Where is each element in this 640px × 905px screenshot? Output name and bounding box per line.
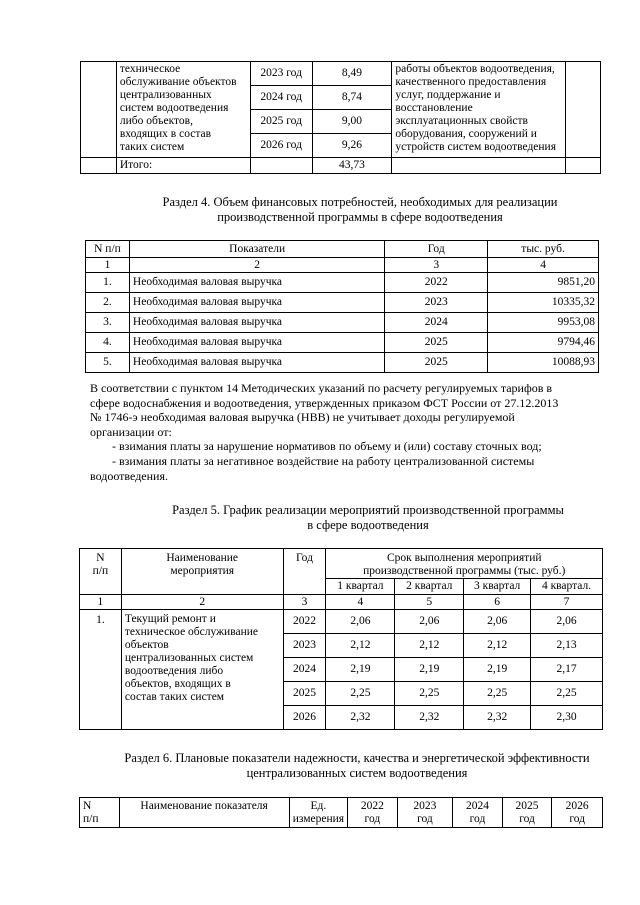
s6-header-year: 2022 год	[348, 798, 398, 828]
t1-year: 2025 год	[250, 110, 312, 134]
t1-empty-last	[566, 62, 601, 158]
s5-header-term: Срок выполнения мероприятий производственной программы (тыс. руб.)	[326, 549, 603, 579]
s6-header-name: Наименование показателя	[119, 798, 289, 828]
s6-header-year: 2024 год	[453, 798, 503, 828]
s5-item-name: Текущий ремонт и техническое обслуживание объектов централизованных систем водоотведения либо объектов, входящих в состав таких систем	[121, 610, 283, 730]
s5-header-n: N п/п	[80, 549, 122, 595]
t1-value: 9,26	[312, 134, 392, 158]
s5-header-year: Год	[283, 549, 326, 595]
section6-title: Раздел 6. Плановые показатели надежности, качества и энергетической эффективности централизованных систем водоотведения	[124, 751, 590, 780]
t1-year: 2024 год	[250, 86, 312, 110]
s6-header-year: 2023 год	[397, 798, 452, 828]
t1-value: 8,49	[312, 62, 392, 86]
table-row: 3. Необходимая валовая выручка 2024 9953,08	[86, 313, 599, 333]
t1-goal: работы объектов водоотведения, качественного предоставления услуг, поддержание и восстановление эксплуатационных свойств оборудования, сооружений и устройств систем водоотведения	[392, 62, 566, 158]
table-row: 2024 2,19 2,19 2,19 2,17	[80, 658, 603, 682]
section4-title: Раздел 4. Объем финансовых потребностей, необходимых для реализации производственной программы в сфере водоотведения	[162, 195, 558, 224]
section6-table	[79, 797, 603, 828]
s4-header-value: тыс. руб.	[488, 241, 599, 258]
table-row: 2. Необходимая валовая выручка 2023 10335,32	[86, 293, 599, 313]
table-row: 2026 2,32 2,32 2,32 2,30	[80, 706, 603, 730]
t1-description: техническое обслуживание объектов централизованных систем водоотведения либо объектов, входящих в состав таких систем	[116, 62, 250, 158]
s6-header-year: 2026 год	[552, 798, 603, 828]
section4-table: N п/п Показатели Год тыс. руб. 1 2 3 4 1. Необходимая валовая выручка 2022 9851,20 2. Необходимая валовая выручка 2023 10335,32 3. Необходимая валовая выручка 2024 9953,08 4. Необходимая валовая выручка 2025 9794,46 5. Необходимая валовая выручка 2025 10088,93	[85, 240, 599, 373]
t1-year: 2023 год	[250, 62, 312, 86]
s6-header-unit: Ед. измерения	[289, 798, 347, 828]
table-row: 4. Необходимая валовая выручка 2025 9794,46	[86, 333, 599, 353]
table-row: 1. Необходимая валовая выручка 2022 9851,20	[86, 273, 599, 293]
nvv-note: В соответствии с пунктом 14 Методических указаний по расчету регулируемых тарифов в сфере водоснабжения и водоотведения, утвержденных приказом ФСТ России от 27.12.2013 № 1746-э необходимая валовая выручка (НВВ) не учитывает доходы регулируемой организации от: - взимания платы за нарушение нормативов по объему и (или) составу сточных вод; - взимания платы за негативное воздействие на работу централизованной системы водоотведения.	[90, 381, 559, 483]
s5-header-name: Наименование мероприятия	[121, 549, 283, 595]
table-row: 5. Необходимая валовая выручка 2025 10088,93	[86, 353, 599, 373]
section5-table: N п/п Наименование мероприятия Год Срок выполнения мероприятий производственной программы (тыс. руб.) 1 квартал 2 квартал 3 квартал 4 квартал. 1 2 3 4 5 6 7 1. Текущий ремонт и техническое обслуживание объектов централизованных систем водоотведения либо объектов, входящих в состав таких систем 2022 2,06 2,06 2,06 2,06 2023 2,12 2,12 2,12 2,13 2024 2,19 2,19 2,19 2,17 2025 2,25 2,25 2,25 2,25 2026 2,32 2,32 2,32 2,30	[79, 548, 603, 730]
continuation-table	[80, 61, 601, 174]
s4-header-name: Показатели	[129, 241, 384, 258]
section5-title: Раздел 5. График реализации мероприятий производственной программы в сфере водоотведения	[172, 503, 564, 532]
t1-year: 2026 год	[250, 134, 312, 158]
t1-total-value: 43,73	[312, 158, 392, 174]
table-row: 2023 2,12 2,12 2,12 2,13	[80, 634, 603, 658]
s4-header-year: Год	[385, 241, 488, 258]
s6-header-n: N п/п	[80, 798, 120, 828]
s4-header-n: N п/п	[86, 241, 130, 258]
s6-header-year: 2025 год	[502, 798, 552, 828]
t1-value: 8,74	[312, 86, 392, 110]
table-row: 1. Текущий ремонт и техническое обслуживание объектов централизованных систем водоотведения либо объектов, входящих в состав таких систем 2022 2,06 2,06 2,06 2,06	[80, 610, 603, 634]
s5-item-n: 1.	[80, 610, 122, 730]
table-row: 2025 2,25 2,25 2,25 2,25	[80, 682, 603, 706]
t1-empty-n	[81, 62, 117, 158]
t1-total-label: Итого:	[116, 158, 250, 174]
t1-value: 9,00	[312, 110, 392, 134]
